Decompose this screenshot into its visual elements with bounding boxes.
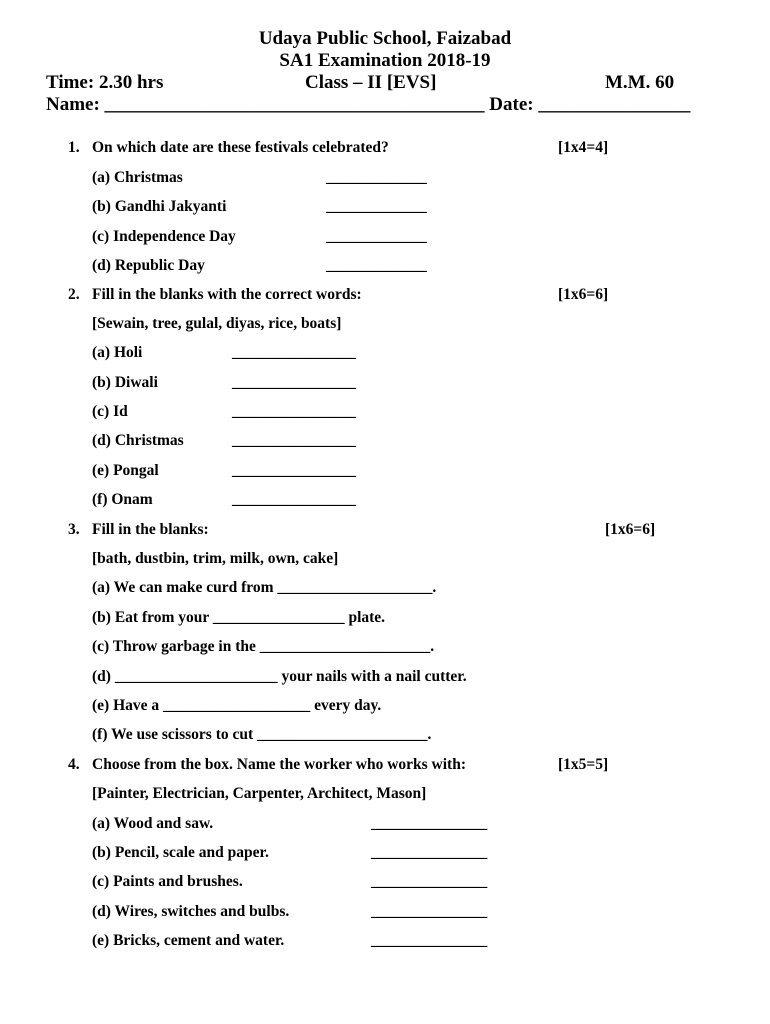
item-label: (f) Onam bbox=[92, 491, 153, 508]
class-subject: Class – II [EVS] bbox=[305, 72, 437, 93]
item-label: (c) Paints and brushes. bbox=[92, 873, 243, 890]
answer-blank[interactable]: _______________ bbox=[371, 815, 488, 832]
item-label: (d) Wires, switches and bulbs. bbox=[92, 903, 290, 920]
max-marks: M.M. 60 bbox=[605, 72, 675, 93]
item-label: (b) Diwali bbox=[92, 374, 158, 391]
question-number: 3. bbox=[68, 521, 80, 538]
answer-blank[interactable]: ________________ bbox=[232, 374, 356, 391]
answer-blank[interactable]: _______________ bbox=[371, 873, 488, 890]
word-box: [bath, dustbin, trim, milk, own, cake] bbox=[92, 550, 339, 567]
question-number: 4. bbox=[68, 756, 80, 773]
answer-blank[interactable]: _______________ bbox=[371, 932, 488, 949]
question-marks: [1x6=6] bbox=[558, 286, 609, 303]
answer-blank[interactable]: ________________ bbox=[232, 344, 356, 361]
fill-blank-sentence[interactable]: (a) We can make curd from ____________________. bbox=[92, 579, 437, 596]
fill-blank-sentence[interactable]: (d) _____________________ your nails with a nail cutter. bbox=[92, 668, 467, 685]
answer-blank[interactable]: _____________ bbox=[326, 228, 427, 245]
item-label: (b) Pencil, scale and paper. bbox=[92, 844, 269, 861]
question-text: Fill in the blanks: bbox=[92, 521, 209, 538]
question-text: Fill in the blanks with the correct words: bbox=[92, 286, 362, 303]
question-marks: [1x5=5] bbox=[558, 756, 609, 773]
answer-blank[interactable]: ________________ bbox=[232, 432, 356, 449]
item-label: (e) Bricks, cement and water. bbox=[92, 932, 285, 949]
answer-blank[interactable]: ________________ bbox=[232, 491, 356, 508]
exam-title: SA1 Examination 2018-19 bbox=[279, 50, 491, 71]
word-box: [Sewain, tree, gulal, diyas, rice, boats] bbox=[92, 315, 342, 332]
item-label: (a) Christmas bbox=[92, 169, 183, 186]
answer-blank[interactable]: ________________ bbox=[232, 403, 356, 420]
answer-blank[interactable]: _____________ bbox=[326, 257, 427, 274]
fill-blank-sentence[interactable]: (b) Eat from your _________________ plate. bbox=[92, 609, 386, 626]
answer-blank[interactable]: _____________ bbox=[326, 198, 427, 215]
item-label: (d) Christmas bbox=[92, 432, 184, 449]
question-text: On which date are these festivals celebrated? bbox=[92, 139, 389, 156]
question-marks: [1x4=4] bbox=[558, 139, 609, 156]
item-label: (d) Republic Day bbox=[92, 257, 205, 274]
answer-blank[interactable]: _______________ bbox=[371, 903, 488, 920]
fill-blank-sentence[interactable]: (c) Throw garbage in the ______________________. bbox=[92, 638, 435, 655]
question-number: 2. bbox=[68, 286, 80, 303]
question-number: 1. bbox=[68, 139, 80, 156]
item-label: (e) Pongal bbox=[92, 462, 159, 479]
item-label: (c) Id bbox=[92, 403, 128, 420]
name-date-line: Name: ________________________________________ Date: ________________ bbox=[46, 94, 691, 115]
fill-blank-sentence[interactable]: (f) We use scissors to cut ______________________. bbox=[92, 726, 432, 743]
answer-blank[interactable]: ________________ bbox=[232, 462, 356, 479]
question-marks: [1x6=6] bbox=[605, 521, 656, 538]
question-text: Choose from the box. Name the worker who works with: bbox=[92, 756, 466, 773]
word-box: [Painter, Electrician, Carpenter, Architect, Mason] bbox=[92, 785, 427, 802]
answer-blank[interactable]: _____________ bbox=[326, 169, 427, 186]
fill-blank-sentence[interactable]: (e) Have a ___________________ every day. bbox=[92, 697, 382, 714]
school-name: Udaya Public School, Faizabad bbox=[258, 28, 512, 49]
answer-blank[interactable]: _______________ bbox=[371, 844, 488, 861]
item-label: (c) Independence Day bbox=[92, 228, 236, 245]
item-label: (b) Gandhi Jakyanti bbox=[92, 198, 227, 215]
exam-time: Time: 2.30 hrs bbox=[46, 72, 164, 93]
item-label: (a) Wood and saw. bbox=[92, 815, 214, 832]
item-label: (a) Holi bbox=[92, 344, 143, 361]
